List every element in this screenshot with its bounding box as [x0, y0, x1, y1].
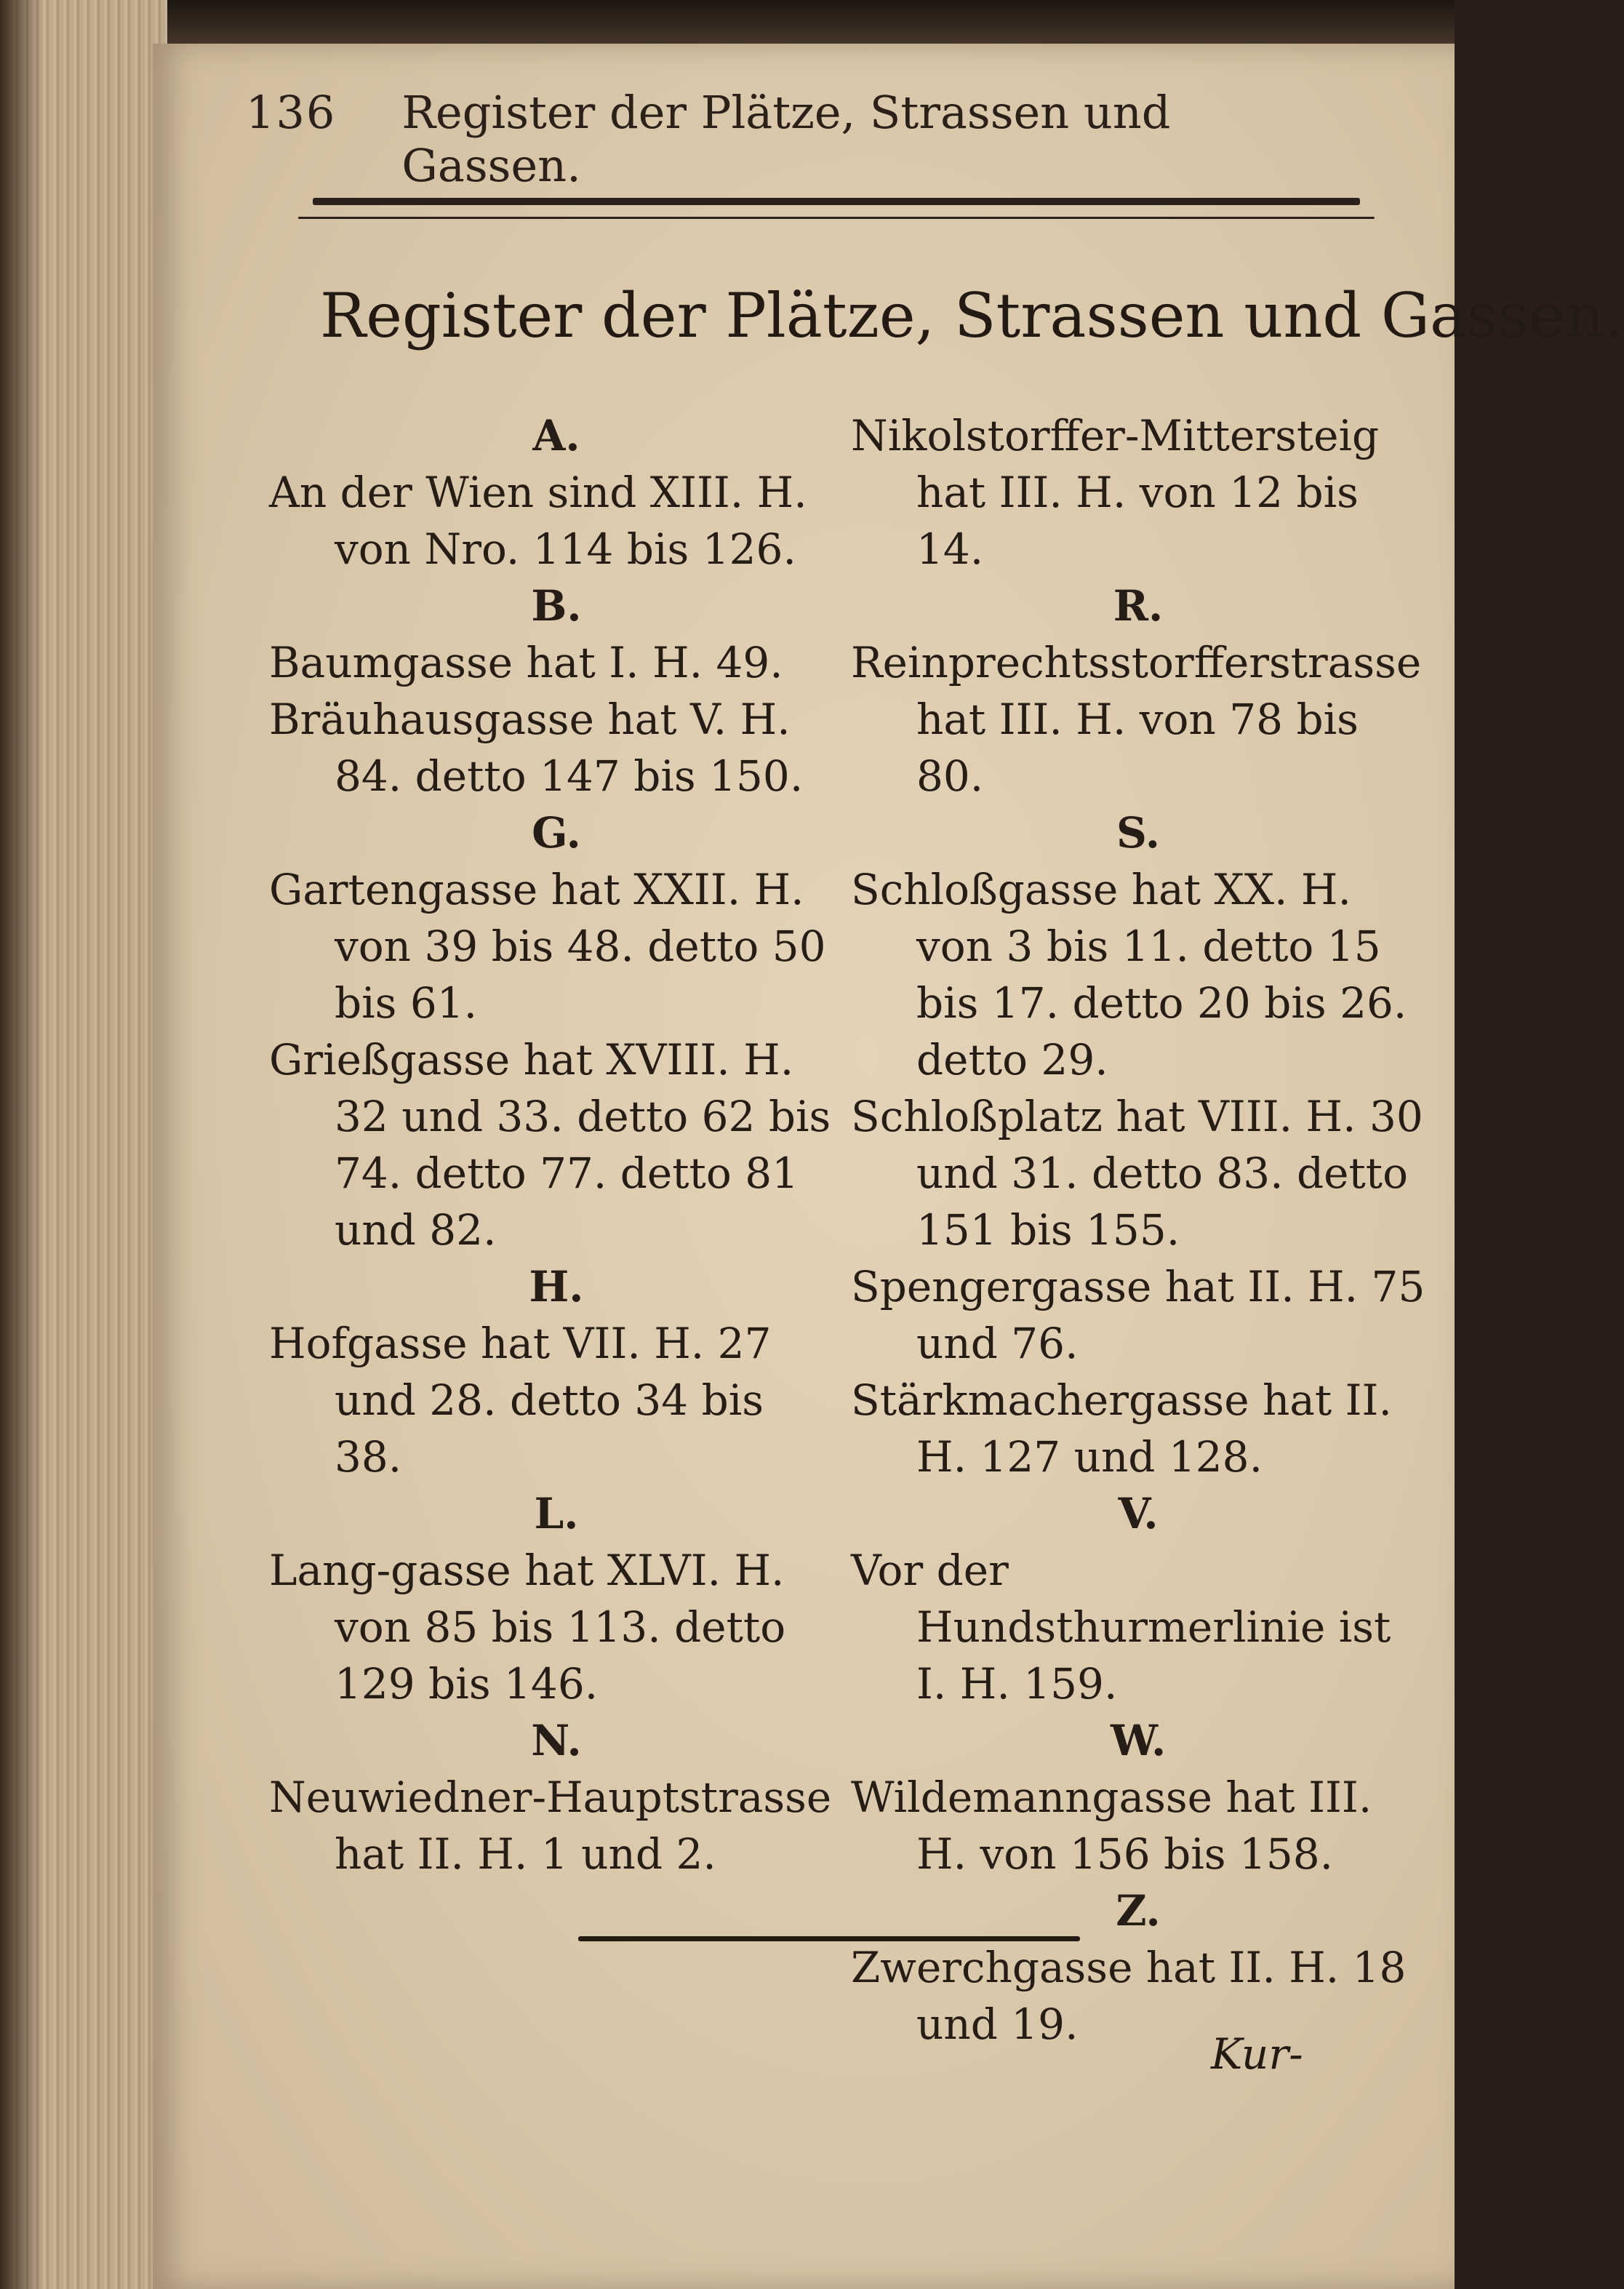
page-title: Register der Plätze, Strassen und Gassen. [320, 280, 1624, 351]
book-edge-shadow [0, 0, 44, 2289]
section-letter: A. [532, 411, 580, 460]
register-entry: Lang-gasse hat XLVI. H. von 85 bis 113. detto 129 bis 146. [269, 1546, 786, 1709]
section-letter: G. [532, 808, 581, 858]
section-letter: S. [1116, 808, 1160, 858]
register-entry: Reinprechtsstorfferstrasse hat III. H. von 78 bis 80. [851, 638, 1422, 801]
register-entry: Schloßplatz hat VIII. H. 30 und 31. detto 83. detto 151 bis 155. [851, 1092, 1423, 1255]
end-rule [578, 1936, 1080, 1941]
catchword: Kur- [1211, 2029, 1303, 2079]
register-entry: Bräuhausgasse hat V. H. 84. detto 147 bis 150. [269, 695, 804, 801]
register-entry: Zwerchgasse hat II. H. 18 und 19. [851, 1943, 1407, 2049]
page-number: 136 [246, 86, 337, 139]
section-letter: L. [534, 1489, 579, 1538]
section-letter: W. [1110, 1716, 1167, 1765]
section-letter: V. [1118, 1489, 1159, 1538]
register-entry: Wildemanngasse hat III. H. von 156 bis 158. [851, 1773, 1372, 1879]
section-letter: R. [1113, 581, 1164, 631]
register-entry: An der Wien sind XIII. H. von Nro. 114 bis 126. [269, 468, 807, 574]
left-column [269, 407, 844, 1879]
register-entry: Schloßgasse hat XX. H. von 3 bis 11. detto 15 bis 17. detto 20 bis 26. detto 29. [851, 865, 1407, 1084]
register-entry: Hofgasse hat VII. H. 27 und 28. detto 34 bis 38. [269, 1319, 772, 1482]
section-letter: B. [531, 581, 582, 631]
section-letter: Z. [1116, 1886, 1161, 1936]
register-entry: Nikolstorffer-Mittersteig hat III. H. von 12 bis 14. [851, 411, 1380, 574]
register-entry: Gartengasse hat XXII. H. von 39 bis 48. detto 50 bis 61. [269, 865, 826, 1028]
running-title: Register der Plätze, Strassen und Gassen. [401, 86, 1171, 192]
register-entry: Vor der Hundsthurmerlinie ist I. H. 159. [851, 1546, 1391, 1709]
header-rule-thin [298, 217, 1375, 219]
right-column [851, 407, 1425, 2049]
register-entry: Spengergasse hat II. H. 75 und 76. [851, 1262, 1425, 1368]
header-rule [313, 198, 1360, 205]
register-entry: Baumgasse hat I. H. 49. [269, 638, 783, 687]
section-letter: N. [531, 1716, 582, 1765]
register-entry: Neuwiedner-Hauptstrasse hat II. H. 1 und 2. [269, 1773, 832, 1879]
register-entry: Stärkmachergasse hat II. H. 127 und 128. [851, 1375, 1392, 1482]
section-letter: H. [529, 1262, 584, 1311]
running-head [246, 86, 1279, 192]
register-entry: Grießgasse hat XVIII. H. 32 und 33. detto 62 bis 74. detto 77. detto 81 und 82. [269, 1035, 831, 1255]
